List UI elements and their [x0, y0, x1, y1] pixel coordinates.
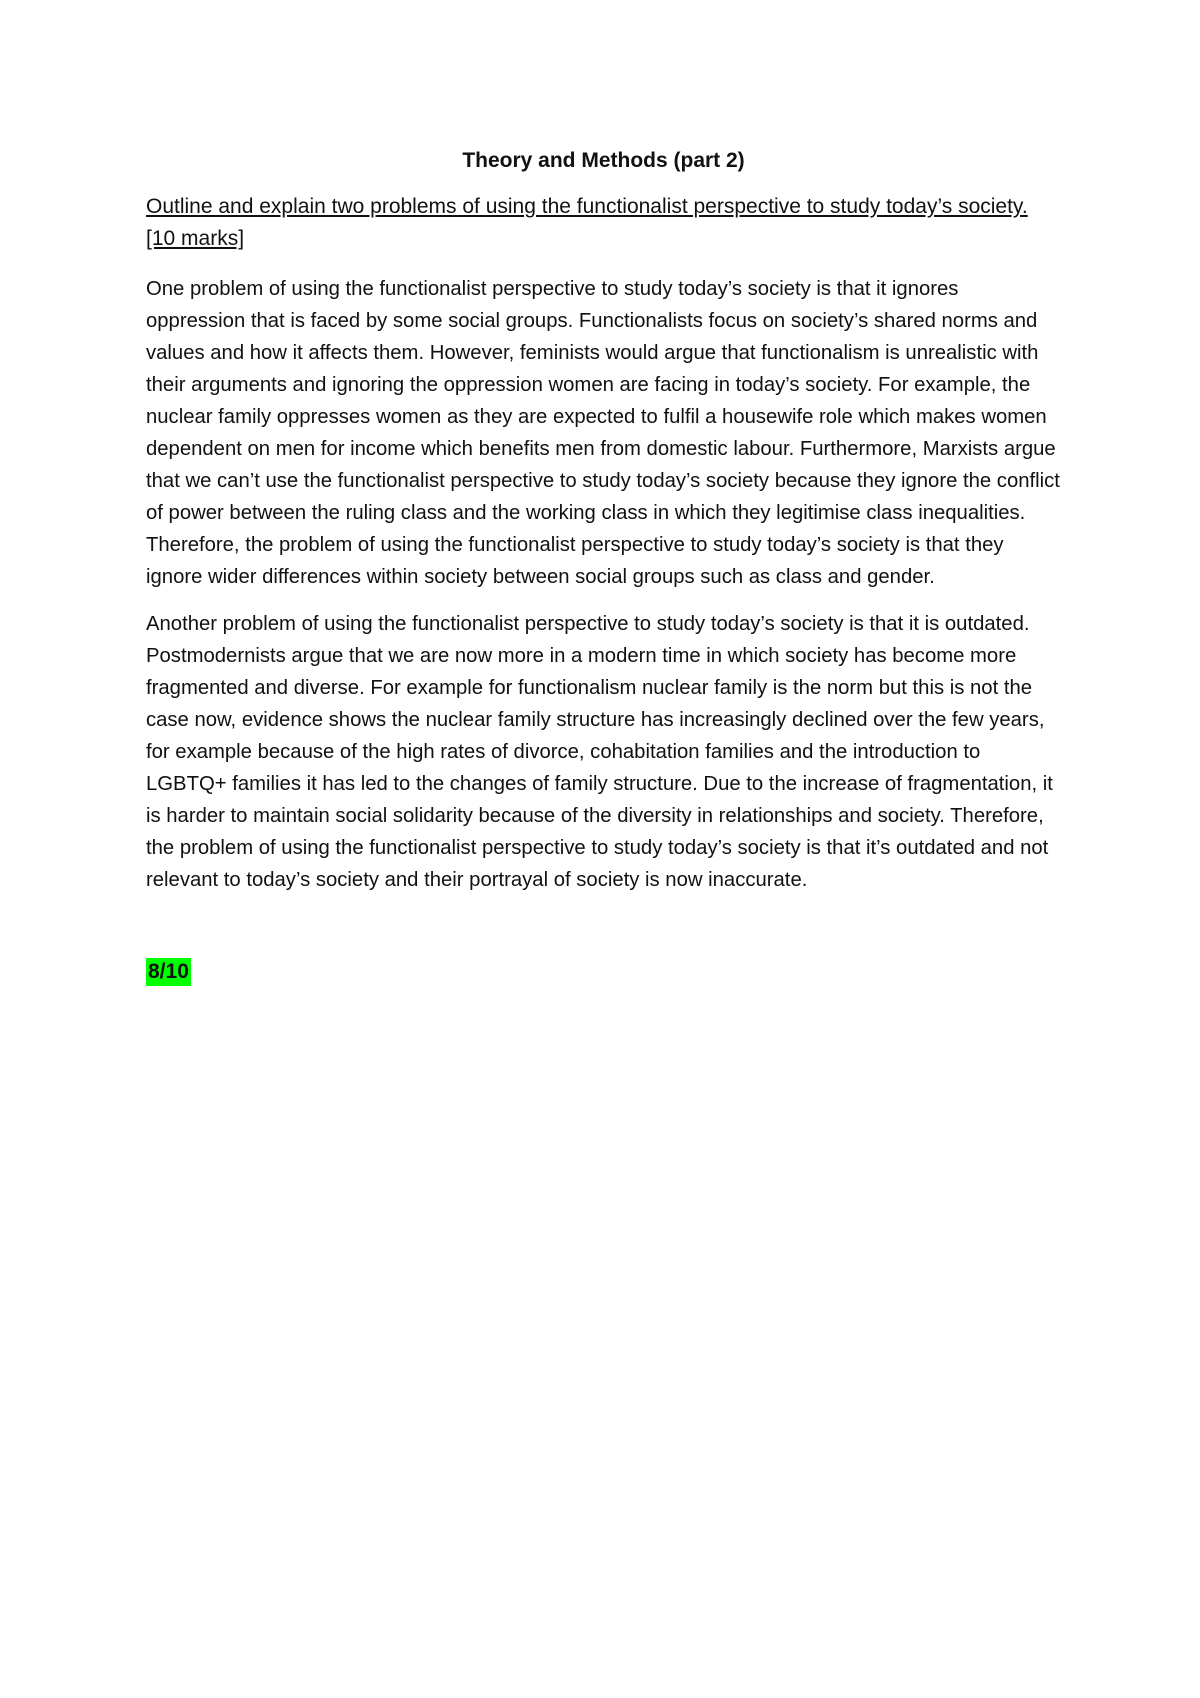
score-container	[146, 958, 1061, 986]
score-badge: 8/10	[146, 958, 191, 986]
answer-paragraph-1: One problem of using the functionalist perspective to study today’s society is that it ignores oppression that is faced by some social groups. Functionalists focus on society’s shared norms and values and how it affects them. However, feminists would argue that functionalism is unrealistic with their arguments and ignoring the oppression women are facing in today’s society. For example, the nuclear family oppresses women as they are expected to fulfil a housewife role which makes women dependent on men for income which benefits men from domestic labour. Furthermore, Marxists argue that we can’t use the functionalist perspective to study today’s society because they ignore the conflict of power between the ruling class and the working class in which they legitimise class inequalities. Therefore, the problem of using the functionalist perspective to study today’s society is that they ignore wider differences within society between social groups such as class and gender.	[146, 278, 1060, 588]
document-body	[146, 145, 1061, 986]
document-title: Theory and Methods (part 2)	[462, 149, 745, 172]
answer-paragraph-2: Another problem of using the functionalist perspective to study today’s society is that it is outdated. Postmodernists argue that we are now more in a modern time in which society has become more fragmented and diverse. For example for functionalism nuclear family is the norm but this is not the case now, evidence shows the nuclear family structure has increasingly declined over the few years, for example because of the high rates of divorce, cohabitation families and the introduction to LGBTQ+ families it has led to the changes of family structure. Due to the increase of fragmentation, it is harder to maintain social solidarity because of the diversity in relationships and society. Therefore, the problem of using the functionalist perspective to study today’s society is that it’s outdated and not relevant to today’s society and their portrayal of society is now inaccurate.	[146, 613, 1053, 891]
question-prompt: Outline and explain two problems of using the functionalist perspective to study today’s society. [10 marks]	[146, 195, 1028, 250]
